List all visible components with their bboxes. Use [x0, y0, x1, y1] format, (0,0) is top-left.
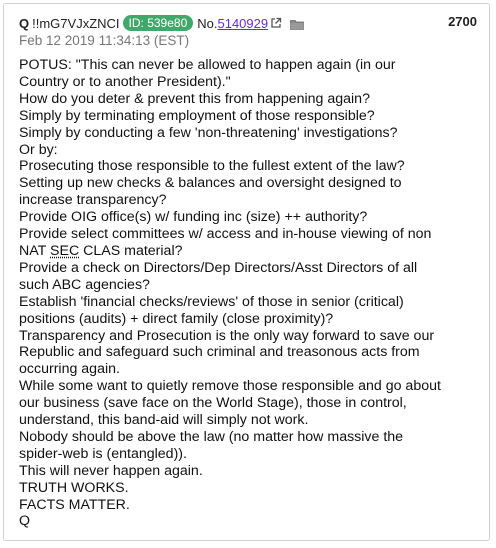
post-date: Feb 12 2019 11:34:13 (EST)	[19, 33, 190, 48]
post-line: Or by:	[19, 141, 58, 158]
post-body	[19, 57, 479, 530]
post-line: such ABC agencies?	[19, 276, 150, 293]
poster-name: Q	[19, 15, 30, 31]
post-number-prefix: No.	[197, 15, 218, 31]
post-line: Q	[19, 513, 31, 530]
post-line: occurring again.	[19, 361, 120, 378]
post-line-sec	[19, 243, 479, 260]
post-line: positions (audits) + direct family (close proximity)?	[19, 310, 334, 327]
sec-line-before: NAT	[19, 242, 51, 259]
post-line: Republic and safeguard such criminal and treasonous acts from	[19, 344, 420, 361]
post-line: While some want to quietly remove those responsible and go about	[19, 378, 441, 395]
post-line: How do you deter & prevent this from happening again?	[19, 90, 370, 107]
post-line: TRUTH WORKS.	[19, 479, 129, 496]
sec-abbreviation[interactable]: SEC	[50, 242, 80, 259]
post-line: understand, this band-aid will simply not work.	[19, 412, 309, 429]
external-link-icon[interactable]	[270, 17, 282, 29]
folder-icon[interactable]	[290, 18, 304, 29]
post-line: Nobody should be above the law (no matter how massive the	[19, 428, 404, 445]
post-line: Provide a check on Directors/Dep Directors/Asst Directors of all	[19, 259, 418, 276]
post-line: Prosecuting those responsible to the fullest extent of the law?	[19, 158, 405, 175]
post-line: Setting up new checks & balances and oversight designed to	[19, 175, 402, 192]
post-number-link[interactable]: 5140929	[217, 15, 269, 31]
post-line: our business (save face on the World Stage), those in control,	[19, 395, 407, 412]
post-line: Establish 'financial checks/reviews' of those in senior (critical)	[19, 293, 404, 310]
post-count: 2700	[448, 14, 477, 29]
post-card	[3, 3, 490, 541]
post-meta-line	[19, 14, 477, 32]
sec-line-after: CLAS material?	[79, 242, 183, 259]
post-line: Transparency and Prosecution is the only way forward to save our	[19, 327, 435, 344]
poster-id-badge[interactable]: ID: 539e80	[123, 15, 194, 31]
post-line: This will never happen again.	[19, 462, 203, 479]
post-header	[19, 14, 477, 50]
post-line: POTUS: "This can never be allowed to happen again (in our	[19, 57, 396, 73]
post-line: FACTS MATTER.	[19, 496, 130, 513]
tripcode: !!mG7VJxZNCI	[32, 15, 120, 31]
post-line: Simply by terminating employment of those responsible?	[19, 107, 375, 124]
post-line: increase transparency?	[19, 192, 167, 209]
post-line: Provide OIG office(s) w/ funding inc (size) ++ authority?	[19, 209, 368, 226]
post-line: Provide select committees w/ access and in-house viewing of non	[19, 226, 432, 243]
post-line: Simply by conducting a few 'non-threatening' investigations?	[19, 124, 398, 141]
post-line: spider-web is (entangled)).	[19, 445, 187, 462]
post-line: Country or to another President)."	[19, 73, 231, 90]
